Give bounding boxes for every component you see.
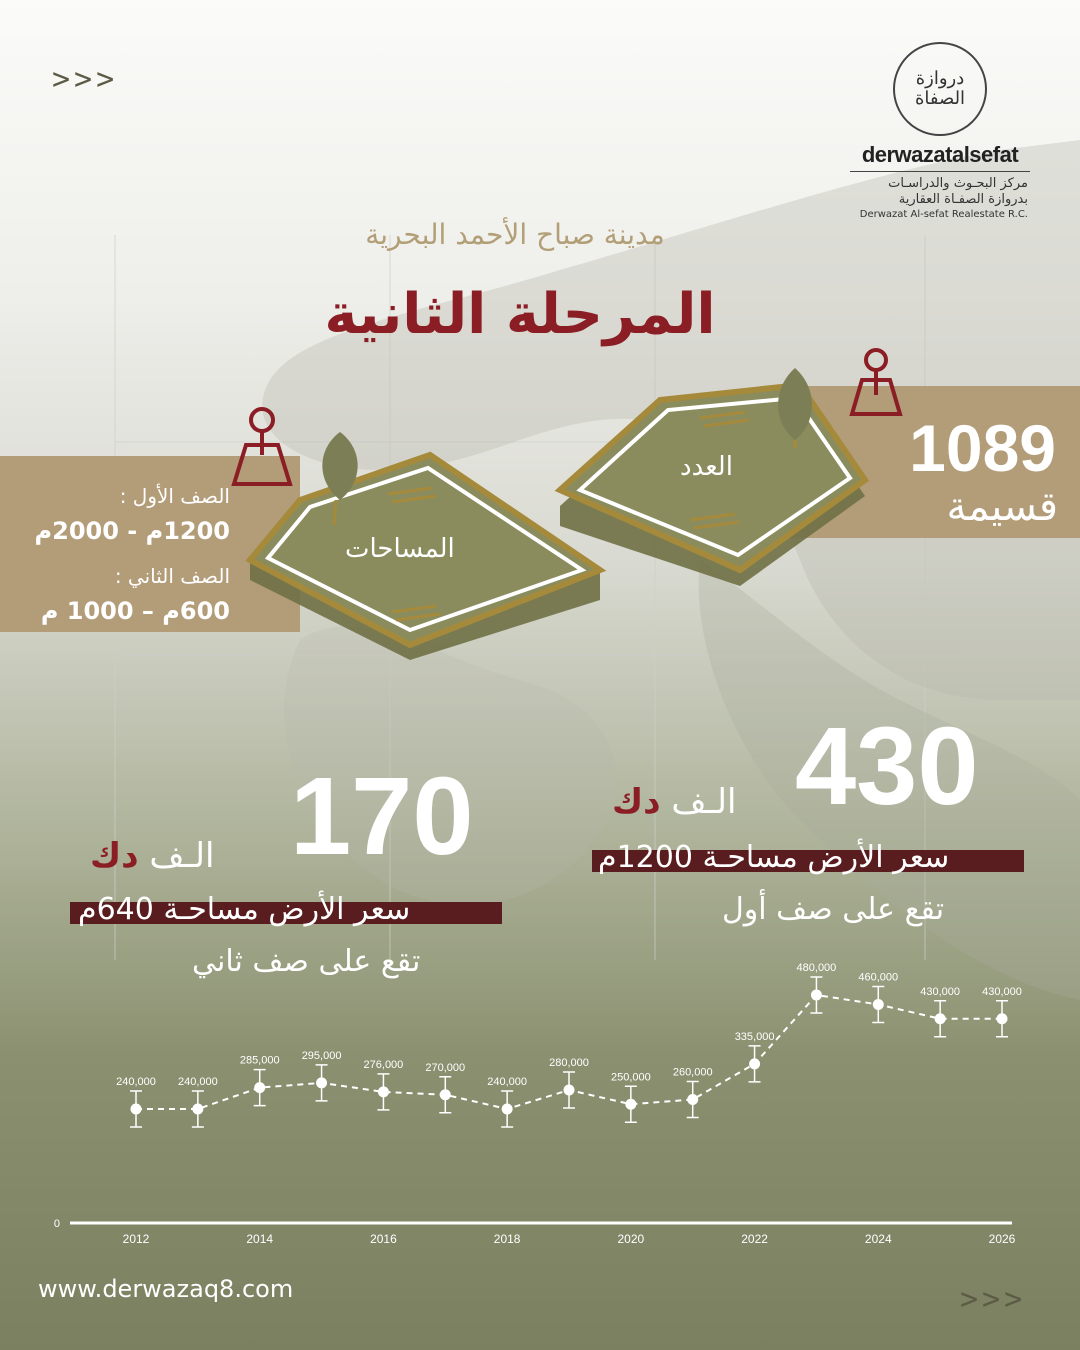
unit-currency: دك (90, 836, 139, 876)
x-tick-label: 2020 (617, 1232, 645, 1246)
data-point (997, 1013, 1008, 1024)
data-point (254, 1082, 265, 1093)
plots-count: 1089 (909, 411, 1056, 485)
unit-prefix: الـف (149, 836, 215, 876)
brand-arabic-line2: بدروازة الصفـاة العقارية (898, 192, 1028, 208)
price-first-row-text: تقع على صف أول (722, 892, 945, 927)
data-label: 276,000 (363, 1058, 404, 1071)
data-point (316, 1077, 327, 1088)
data-point (131, 1104, 142, 1115)
data-label: 480,000 (796, 962, 837, 974)
x-tick-label: 2018 (493, 1232, 521, 1246)
price-second-row-text: تقع على صف ثاني (192, 944, 421, 979)
data-label: 335,000 (734, 1030, 775, 1043)
location-pin-icon (852, 350, 900, 414)
page-subtitle: مدينة صباح الأحمد البحرية (365, 218, 665, 251)
data-label: 285,000 (239, 1054, 280, 1067)
data-point (378, 1086, 389, 1097)
page-title: المرحلة الثانية (324, 282, 716, 347)
x-tick-label: 2026 (988, 1232, 1016, 1246)
data-point (440, 1089, 451, 1100)
plots-label: قسيمة (946, 484, 1058, 530)
location-pin-icon (234, 409, 290, 484)
count-card-label: العدد (680, 452, 733, 482)
price-second-row-value: 170 (290, 755, 474, 878)
data-label: 295,000 (301, 1049, 342, 1062)
row2-value: 600م – 1000 م (40, 597, 230, 625)
data-point (687, 1094, 698, 1105)
data-point (935, 1013, 946, 1024)
data-label: 460,000 (858, 971, 899, 984)
x-tick-label: 2022 (741, 1232, 768, 1246)
row1-label: الصف الأول : (119, 484, 230, 508)
data-label: 240,000 (487, 1076, 528, 1088)
count-card (560, 385, 865, 586)
data-label: 250,000 (610, 1071, 651, 1084)
unit-prefix: الـف (671, 782, 737, 822)
price-first-row-strip: سعر الأرض مساحـة 1200م (598, 840, 950, 875)
data-label: 240,000 (116, 1076, 156, 1088)
data-label: 260,000 (672, 1066, 713, 1079)
data-point (192, 1104, 203, 1115)
price-first-row-unit (612, 782, 736, 822)
nav-arrows-bottom[interactable]: >>> (960, 1282, 1027, 1317)
price-first-row-value: 430 (795, 705, 979, 828)
data-label: 430,000 (982, 985, 1022, 998)
row2-label: الصف الثاني : (114, 564, 230, 588)
data-point (873, 999, 884, 1010)
logo-emblem: دروازة الصفاة (893, 42, 987, 136)
data-label: 280,000 (549, 1057, 589, 1069)
unit-currency: دك (612, 782, 661, 822)
price-history-chart (40, 945, 1040, 1255)
data-point (811, 990, 822, 1001)
x-tick-label: 2024 (864, 1232, 892, 1246)
data-label: 240,000 (177, 1076, 218, 1088)
brand-arabic-line1: مركز البحـوث والدراسـات (888, 176, 1028, 191)
x-tick-label: 2014 (246, 1232, 274, 1246)
data-point (625, 1099, 636, 1110)
x-tick-label: 2016 (370, 1232, 397, 1246)
data-point (749, 1058, 760, 1069)
website-link[interactable]: www.derwazaq8.com (38, 1275, 294, 1303)
data-point (502, 1104, 513, 1115)
areas-card-label: المساحات (345, 534, 455, 564)
row1-value: 1200م - 2000م (34, 517, 230, 545)
x-tick-label: 2012 (122, 1232, 150, 1246)
data-label: 430,000 (920, 985, 961, 998)
price-second-row-strip: سعر الأرض مساحـة 640م (78, 892, 411, 927)
brand-wordmark: derwazatalsefat (861, 142, 1019, 167)
data-point (564, 1085, 575, 1096)
areas-rows (30, 480, 230, 640)
y-tick-label: 0 (53, 1218, 60, 1230)
price-second-row-unit (90, 836, 214, 876)
brand-english: Derwazat Al-sefat Realestate R.C. (859, 208, 1028, 220)
nav-arrows-top[interactable]: >>> (52, 62, 119, 97)
data-label: 270,000 (425, 1061, 466, 1074)
